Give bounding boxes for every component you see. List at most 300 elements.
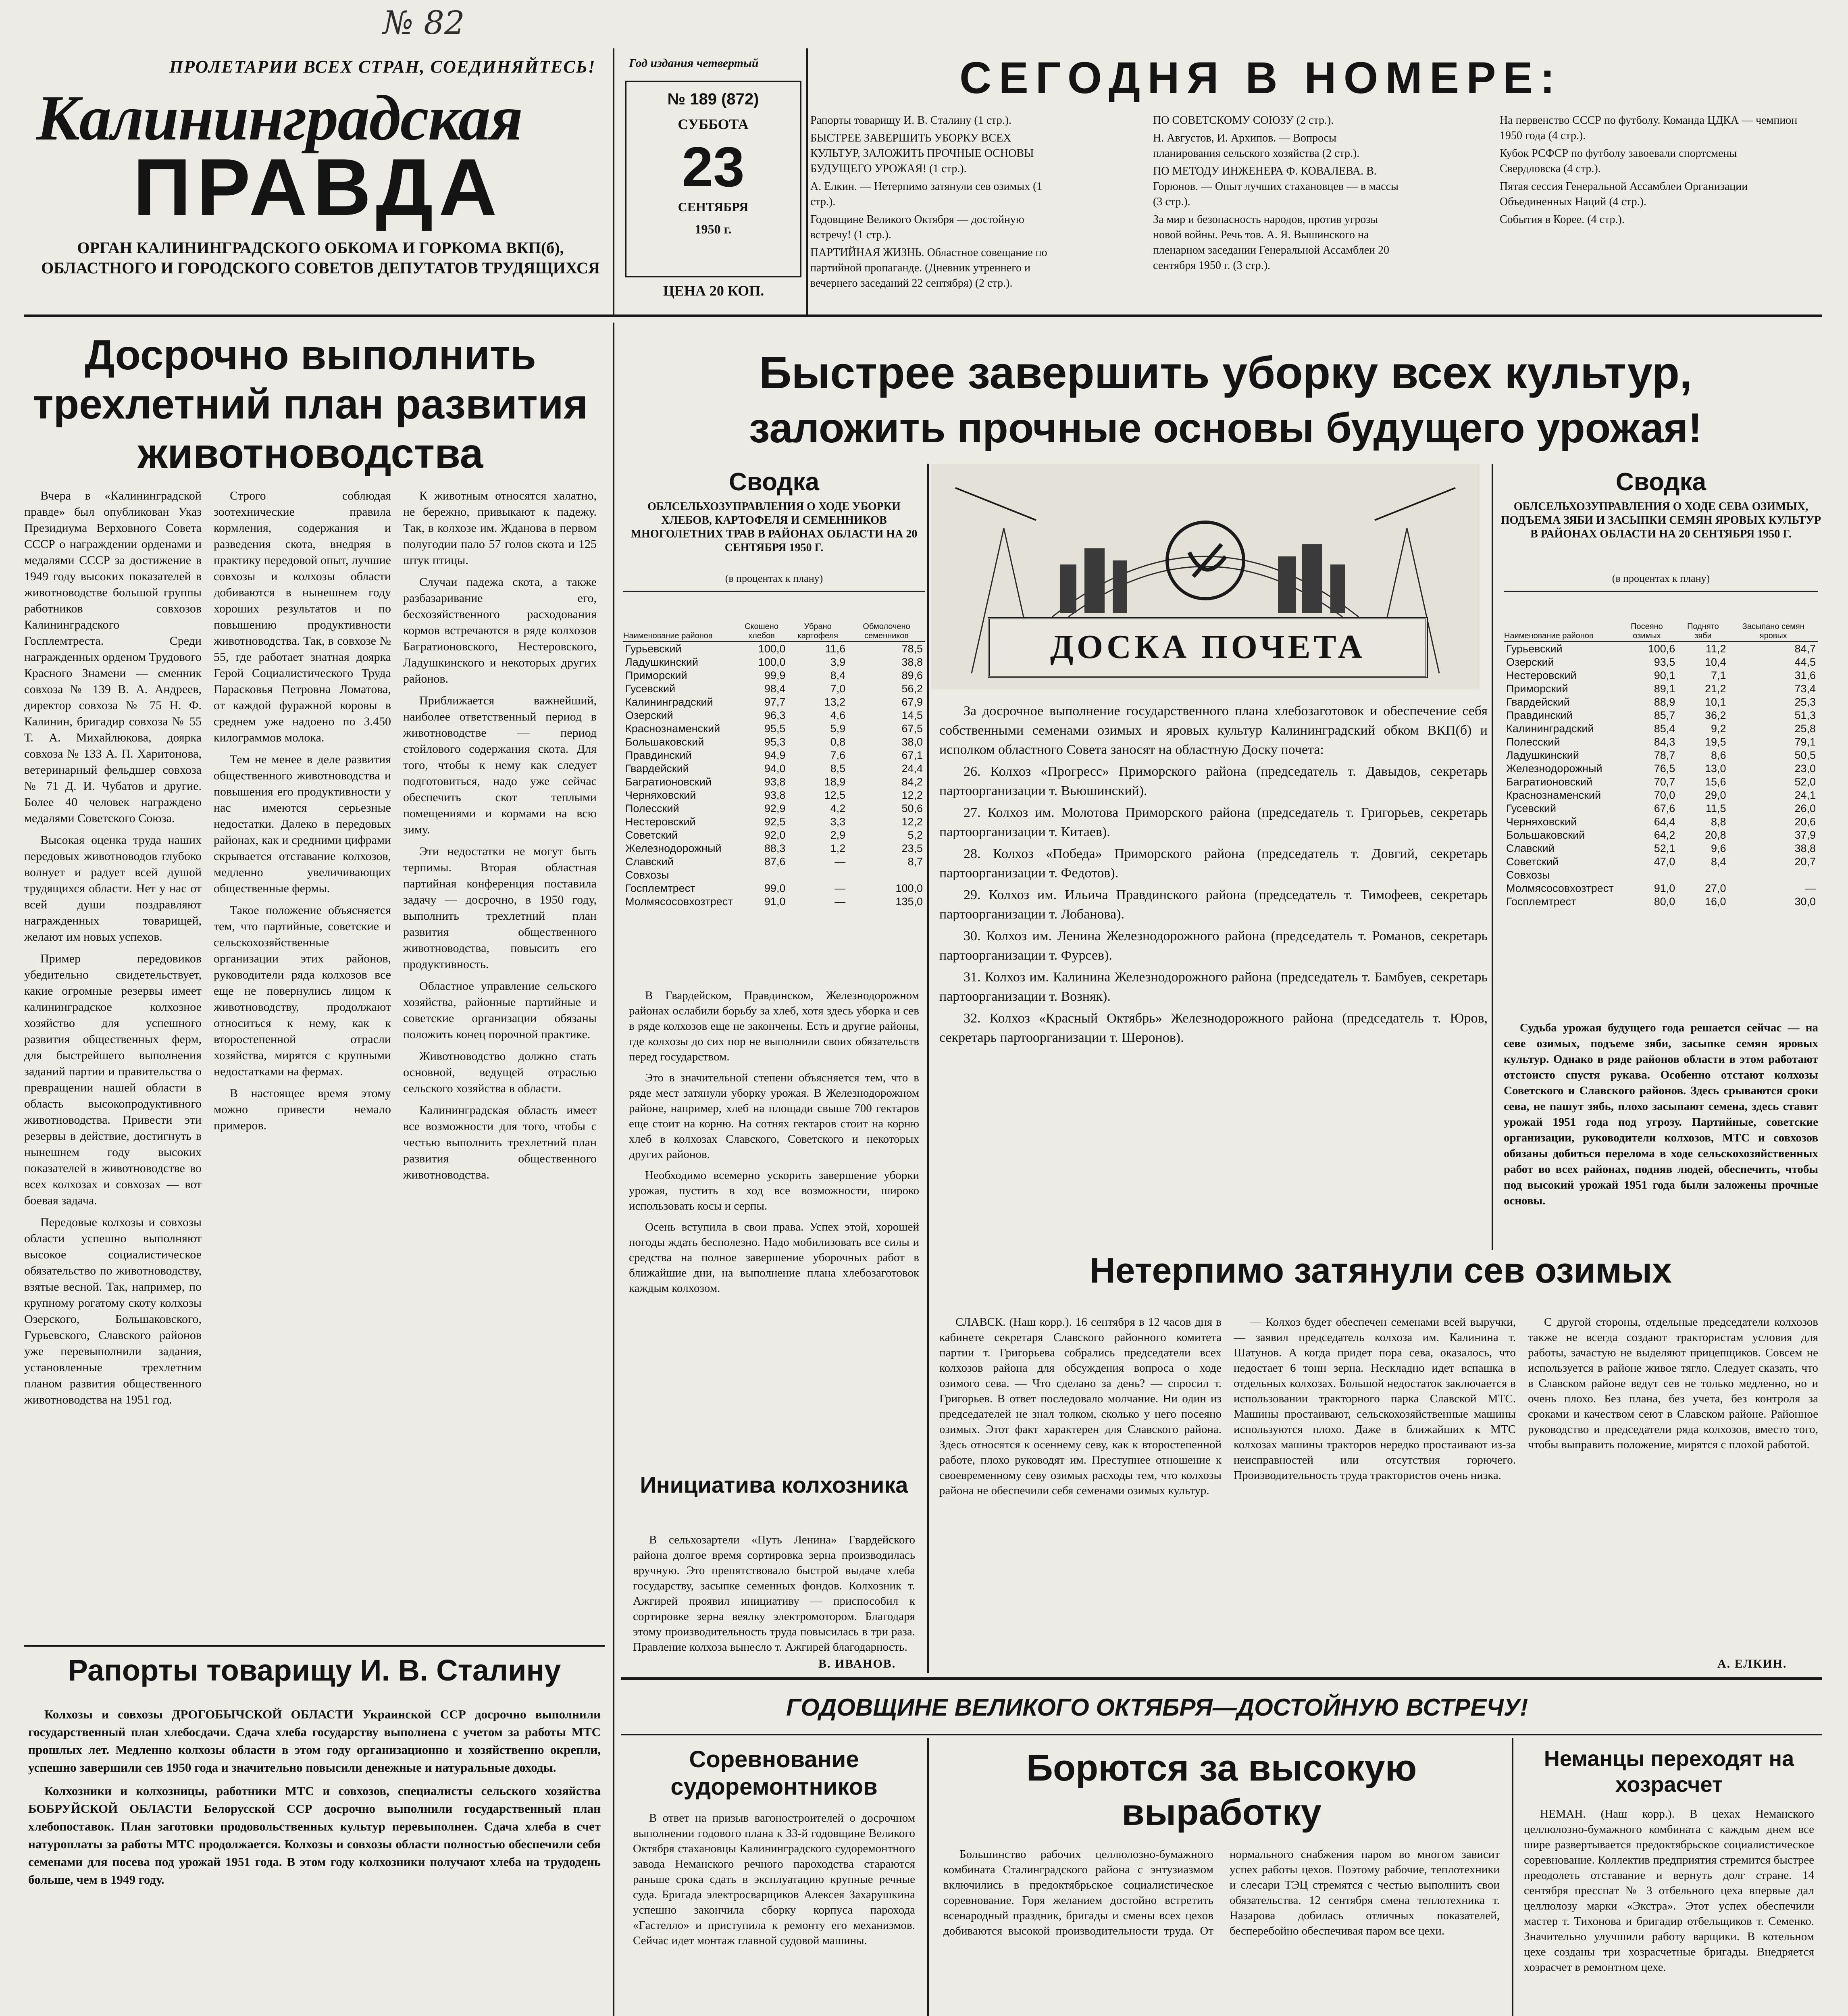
- table-row: [623, 868, 925, 882]
- table-row: [1504, 868, 1818, 882]
- column-header: Засыпано семян яровых: [1729, 591, 1818, 642]
- percent-value: 67,1: [901, 749, 923, 761]
- percent-value: 92,0: [764, 829, 786, 841]
- table-row: [623, 669, 925, 682]
- percent-value: 88,3: [764, 842, 786, 854]
- percent-value: 13,0: [1705, 762, 1726, 775]
- svodka2-unit: (в процентах к плану): [1612, 573, 1710, 584]
- district-name: Молмясосовхозтрест: [625, 896, 733, 908]
- table-row: [1504, 749, 1818, 762]
- table-row: [623, 722, 925, 735]
- paragraph: Колхозники и колхозницы, работники МТС и совхозов, специалисты сельского хозяйства БОБРУЙСКОЙ ОБЛАСТИ Белорусской ССР досрочно выполнили государственный план хлебопоставок. План заготовки продовольственных культур перевыполнен. Сдача хлеба в счет натуроплаты за работы МТС продолжается. Колхозы и совхозы области полностью обеспечили себя семенами для посева под урожай 1951 года. В этом году колхозники получают хлеба на трудодень больше, чем в 1949 году.: [28, 1784, 601, 1887]
- today-item: Рапорты товарищу И. В. Сталину (1 стр.).: [810, 114, 1012, 127]
- paragraph: Строго соблюдая зоотехнические правила кормления, содержания и разведения скота, внедряя в практику передовой опыт, лучшие совхозы и колхозы области добиваются в нынешнем году хороших результатов и по повышению продуктивности животноводства. Так, в совхозе № 55, где работает знатная доярка Герой Социалистического Труда Парасковья Петровна Ломатова, от каждой фуражной коровы в среднем уже надоено по 3.450 килограммов молока.: [214, 489, 391, 744]
- percent-value: 7,1: [1711, 669, 1726, 681]
- honor-item: 29. Колхоз им. Ильича Правдинского района (председатель т. Тимофеев, секретарь партоорганизации т. Лобанова).: [939, 887, 1488, 922]
- masthead-title-line1: Калининградская: [36, 82, 522, 154]
- column-header: Поднято зяби: [1677, 591, 1728, 642]
- table-row: [1504, 815, 1818, 829]
- percent-value: 91,0: [1654, 882, 1675, 894]
- percent-value: 12,2: [901, 789, 923, 801]
- sev-column-2: [1234, 1314, 1516, 1653]
- column-divider: [806, 48, 808, 314]
- table-row: [1504, 829, 1818, 842]
- paragraph: — Колхоз будет обеспечен семенами всей выручки, — заявил председатель колхоза им. Калинина т. Шатунов. А когда придет пора сева, оказалось, что недостает 6 тонн зерна. Нескладно идет вспашка в отдельных колхозах. Большой недостаток заключается в использовании тракторного парка Славской МТС. Машины простаивают, сельскохозяйственные машины используются плохо. Даже в ближайших к МТС колхозах машины тракторов нередко простаивают из-за неисправностей или отсутствия горючего. Производительность труда трактористов очень низка.: [1234, 1316, 1516, 1482]
- paragraph: Осень вступила в свои права. Успех этой, хорошей погоды ждать бесполезно. Надо мобилизовать все силы и средства на полное завершение уборочных работ в ближайшие дни, на выполнение плана хлебозаготовок каждым колхозом.: [629, 1220, 919, 1295]
- district-name: Черняховский: [1506, 816, 1577, 828]
- district-name: Ладушкинский: [1506, 749, 1579, 761]
- table-row: [1504, 682, 1818, 696]
- percent-value: 24,4: [901, 762, 923, 775]
- percent-value: 36,2: [1705, 709, 1726, 721]
- masthead-slogan: ПРОЛЕТАРИИ ВСЕХ СТРАН, СОЕДИНЯЙТЕСЬ!: [169, 57, 596, 77]
- percent-value: 84,2: [901, 776, 923, 788]
- initiativa-author: В. ИВАНОВ.: [818, 1657, 896, 1670]
- issue-month: СЕНТЯБРЯ: [678, 200, 749, 214]
- percent-value: 100,6: [1648, 643, 1675, 655]
- svodka1-unit: (в процентах к плану): [725, 573, 823, 584]
- percent-value: 3,3: [830, 816, 846, 828]
- percent-value: 67,5: [901, 723, 923, 735]
- today-item: Н. Августов, И. Архипов. — Вопросы планирования сельского хозяйства (2 стр.).: [1153, 132, 1360, 160]
- paragraph: В ответ на призыв вагоностроителей о досрочном выполнении годового плана к 33-й годовщине Великого Октября стахановцы Калининградского судоремонтного завода Неманского речного пароходства стараются раньше срока сдать в эксплуатацию крупные речные суда. Бригада электросварщиков Алексея Захарушкина успешно закончила сборку корпуса парохода «Гастелло» и приступила к ремонту его механизмов. Сейчас идет монтаж главной судовой машины.: [633, 1812, 915, 1947]
- district-name: Черняховский: [625, 789, 696, 801]
- table-row: [623, 735, 925, 749]
- percent-value: 30,0: [1794, 896, 1816, 908]
- percent-value: 78,7: [1654, 749, 1675, 761]
- paragraph: Большинство рабочих целлюлозно-бумажного комбината Сталинградского района с энтузиазмом включились в предоктябрьское социалистическое соревнование. Горя желанием достойно встретить всенародный праздник, бригады и смены всех цехов добиваются высокой производительности труда. От нормального снабжения паром во многом зависит успех работы цехов. Поэтому рабочие, теплотехники и слесари ТЭЦ стремятся с честью выполнить свои обязательства. 12 сентября смена теплотехника т. Назарова добилась отличных показателей, бесперебойно обеспечивая паром все цехи.: [943, 1848, 1500, 1937]
- district-name: Госплемтрест: [625, 882, 695, 894]
- percent-value: 89,1: [1654, 683, 1675, 695]
- percent-value: 5,2: [907, 829, 923, 841]
- percent-value: 47,0: [1654, 856, 1675, 868]
- percent-value: 8,4: [830, 669, 846, 681]
- issue-box: [625, 81, 801, 277]
- percent-value: 67,6: [1654, 802, 1675, 814]
- paragraph: В настоящее время этому можно привести немало примеров.: [214, 1087, 391, 1132]
- paragraph: Приближается важнейший, наиболее ответственный период в животноводстве — период стойлового содержания скота. Для того, чтобы к нему как следует подготовиться, надо уже сейчас обеспечить скот теплыми помещениями и кормами на всю зиму.: [403, 694, 597, 836]
- october-banner: ГОДОВЩИНЕ ВЕЛИКОГО ОКТЯБРЯ—ДОСТОЙНУЮ ВСТРЕЧУ!: [786, 1694, 1528, 1721]
- percent-value: 93,8: [764, 776, 786, 788]
- paragraph: Передовые колхозы и совхозы области успешно выполняют высокое социалистическое обязательство по животноводству, взятые весной. Так, например, по крупному рогатому скоту колхозы Озерского, Большаковского, Гурьевского, Славского районов уже перевыполнили задания, установленные трехлетним планом развития общественного животноводства на 1951 год.: [24, 1216, 202, 1406]
- section-divider: [24, 1645, 605, 1647]
- percent-value: 84,7: [1794, 643, 1816, 655]
- percent-value: 8,4: [1711, 856, 1726, 868]
- issue-day: 23: [682, 135, 745, 198]
- column-header: Убрано картофеля: [788, 591, 848, 642]
- district-name: Правдинский: [1506, 709, 1573, 721]
- percent-value: 135,0: [895, 896, 923, 908]
- percent-value: 85,7: [1654, 709, 1675, 721]
- district-name: Славский: [625, 856, 674, 868]
- district-name: Гусевский: [625, 683, 676, 695]
- svodka1-subtitle: ОБЛСЕЛЬХОЗУПРАВЛЕНИЯ О ХОДЕ УБОРКИ ХЛЕБОВ, КАРТОФЕЛЯ И СЕМЕННИКОВ МНОГОЛЕТНИХ ТРАВ В РАЙОНАХ ОБЛАСТИ НА 20 СЕНТЯБРЯ 1950 Г.: [631, 500, 918, 554]
- today-item: Кубок РСФСР по футболу завоевали спортсмены Свердловска (4 стр.).: [1500, 147, 1737, 175]
- percent-value: 11,5: [1706, 802, 1726, 814]
- paragraph: Животноводство должно стать основной, ведущей отраслью сельского хозяйства в области.: [403, 1050, 597, 1095]
- mid-column-text: [629, 988, 919, 1464]
- district-name: Багратионовский: [625, 776, 712, 788]
- nemancy-text: [1524, 1806, 1814, 2016]
- svodka1-title: Сводка: [729, 468, 819, 496]
- district-name: Железнодорожный: [1506, 762, 1602, 775]
- percent-value: 20,7: [1794, 856, 1816, 868]
- table-row: [623, 895, 925, 908]
- svodka2-subtitle: ОБЛСЕЛЬХОЗУПРАВЛЕНИЯ О ХОДЕ СЕВА ОЗИМЫХ, ПОДЪЕМА ЗЯБИ И ЗАСЫПКИ СЕМЯН ЯРОВЫХ КУЛЬТУР В РАЙОНАХ ОБЛАСТИ НА 20 СЕНТЯБРЯ 1950 Г.: [1500, 500, 1821, 540]
- today-item: События в Корее. (4 стр.).: [1500, 213, 1625, 226]
- district-name: Приморский: [1506, 683, 1568, 695]
- today-column-2: [1153, 113, 1403, 310]
- honor-item: 31. Колхоз им. Калинина Железнодорожного района (председатель т. Бамбуев, секретарь партоорганизации т. Возняк).: [939, 970, 1488, 1004]
- sorevnovanie-title: Соревнование судоремонтников: [670, 1746, 878, 1800]
- today-item: ПО МЕТОДУ ИНЖЕНЕРА Ф. КОВАЛЕВА. В. Горюнов. — Опыт лучших стахановцев — в массы (3 стр.).: [1153, 165, 1398, 208]
- issue-number: № 189 (872): [667, 90, 759, 108]
- paragraph: Эти недостатки не могут быть терпимы. Вторая областная партийная конференция поставила задачу — досрочно, в 1950 году, выполнить трехлетний план развития общественного животноводства, повысить его продуктивность.: [403, 845, 597, 971]
- paragraph: Необходимо всемерно ускорить завершение уборки урожая, пустить в ход все возможности, широко использовать косы и серпы.: [629, 1169, 919, 1212]
- column-divider: [613, 323, 614, 2016]
- percent-value: 7,6: [830, 749, 846, 761]
- column-divider: [1512, 1738, 1513, 2016]
- district-name: Калининградский: [1506, 723, 1594, 735]
- table-row: [1504, 642, 1818, 656]
- paragraph: Высокая оценка труда наших передовых животноводов глубоко волнует и радует всей душой трудящихся области. Нет у нас от всей души поздравляют награжденных товарищей, желают им новых успехов.: [24, 833, 202, 943]
- svodka2-table: [1504, 591, 1818, 908]
- district-name: Славский: [1506, 842, 1555, 854]
- district-name: Гурьевский: [1506, 643, 1563, 655]
- district-name: Правдинский: [625, 749, 692, 761]
- honor-board-banner: [988, 617, 1428, 678]
- today-item: Годовщине Великого Октября — достойную встречу! (1 стр.).: [810, 213, 1024, 241]
- percent-value: 95,3: [764, 736, 786, 748]
- column-divider: [927, 1738, 929, 2016]
- table-row: [623, 789, 925, 802]
- virabotka-title: Борются за высокую выработку: [1026, 1747, 1417, 1833]
- percent-value: 19,5: [1705, 736, 1726, 748]
- percent-value: 80,0: [1654, 896, 1675, 908]
- honor-item: 26. Колхоз «Прогресс» Приморского района (председатель т. Давыдов, секретарь партоорганизации т. Вьюшинский).: [939, 764, 1488, 798]
- year-of-publication: Год издания четвертый: [629, 56, 759, 70]
- percent-value: 89,6: [901, 669, 923, 681]
- percent-value: 0,8: [830, 736, 846, 748]
- percent-value: 95,5: [764, 723, 786, 735]
- initiativa-title: Инициатива колхозника: [640, 1472, 908, 1497]
- percent-value: 13,2: [824, 696, 846, 708]
- percent-value: 56,2: [901, 683, 923, 695]
- percent-value: 98,4: [764, 683, 786, 695]
- percent-value: 12,2: [901, 816, 923, 828]
- percent-value: 44,5: [1794, 656, 1816, 668]
- today-item: ПО СОВЕТСКОМУ СОЮЗУ (2 стр.).: [1153, 114, 1334, 127]
- table-row: [623, 842, 925, 855]
- masthead-title-line2: ПРАВДА: [133, 142, 503, 232]
- district-name: Полесский: [1506, 736, 1560, 748]
- issue-price: ЦЕНА 20 КОП.: [663, 283, 764, 299]
- today-column-1: [810, 113, 1060, 310]
- district-name: Гвардейский: [1506, 696, 1570, 708]
- percent-value: 79,1: [1794, 736, 1816, 748]
- table-row: [1504, 842, 1818, 855]
- percent-value: 4,6: [830, 709, 846, 721]
- lead-column-3: [403, 488, 597, 1633]
- district-name: Молмясосовхозтрест: [1506, 882, 1614, 894]
- table-row: [1504, 696, 1818, 709]
- nemancy-title: Неманцы переходят на хозрасчет: [1544, 1747, 1794, 1797]
- honor-item: 28. Колхоз «Победа» Приморского района (председатель т. Довгий, секретарь партоорганизации т. Федотов).: [939, 846, 1488, 881]
- table-row: [623, 815, 925, 829]
- svodka2-title: Сводка: [1616, 468, 1706, 496]
- percent-value: 29,0: [1705, 789, 1726, 801]
- table-row: [1504, 789, 1818, 802]
- percent-value: 70,7: [1654, 776, 1675, 788]
- district-name: Нестеровский: [625, 816, 696, 828]
- paragraph: Калининградская область имеет все возможности для того, чтобы с честью выполнить трехлетний план развития общественного животноводства.: [403, 1104, 597, 1181]
- main-headline-line1: Быстрее завершить уборку всех культур,: [759, 348, 1692, 398]
- percent-value: 23,0: [1794, 762, 1816, 775]
- table-row: [623, 855, 925, 868]
- percent-value: 91,0: [764, 896, 786, 908]
- percent-value: 26,0: [1794, 802, 1816, 814]
- table-row: [623, 709, 925, 722]
- masthead-divider: [24, 314, 1822, 317]
- paragraph: С другой стороны, отдельные председатели колхозов также не всегда создают трактористам условия для работы, зачастую не выделяют прицепщиков. Совсем не используется в районе живое тягло. Следует сказать, что в Славском районе ведут сев не только медленно, но и очень плохо. Без плана, без учета, без контроля за сроками и качеством сеют в Славском районе. Районное руководство и председатели ряда колхозов, вместо того, чтобы выправить положение, мирятся с плохой работой.: [1528, 1316, 1818, 1451]
- percent-value: 100,0: [758, 643, 786, 655]
- district-name: Гвардейский: [625, 762, 689, 775]
- column-header: Наименование районов: [623, 591, 735, 642]
- section-divider: [621, 1677, 1822, 1680]
- paragraph: Судьба урожая будущего года решается сейчас — на севе озимых, подъеме зяби, засыпке семян яровых культур. Однако в ряде районов области в этом работают отстоисто спустя рукава. Особенно отстают колхозы Советского и Славского районов. Здесь срываются сроки сева, не пашут зябь, плохо засыпают семена, здесь ставят урожай 1951 года под угрозу. Партийные, советские организации, руководители колхозов, МТС и совхозов обязаны добиться перелома в ходе сельскохозяйственных работ во всех районах, подняв людей, обеспечить, чтобы под высокий урожай 1951 года были заложены прочные основы.: [1504, 1021, 1818, 1207]
- district-name: Краснознаменский: [625, 723, 720, 735]
- issue-year: 1950 г.: [695, 222, 732, 236]
- percent-value: 15,6: [1705, 776, 1726, 788]
- percent-value: 84,3: [1654, 736, 1675, 748]
- percent-value: 94,0: [764, 762, 786, 775]
- table-row: [623, 682, 925, 696]
- percent-value: 100,0: [895, 882, 923, 894]
- percent-value: 97,7: [764, 696, 786, 708]
- percent-value: 25,8: [1794, 723, 1816, 735]
- percent-value: —: [835, 896, 846, 908]
- percent-value: —: [1805, 882, 1816, 894]
- table-row: [623, 656, 925, 669]
- lead-headline: Досрочно выполнить трехлетний план развития животноводства: [33, 332, 588, 477]
- honor-item: 27. Колхоз им. Молотова Приморского района (председатель т. Григорьев, секретарь партоорганизации т. Китаев).: [939, 805, 1488, 839]
- table-row: [623, 829, 925, 842]
- district-name: Большаковский: [1506, 829, 1585, 841]
- section-divider: [621, 1734, 1822, 1735]
- column-divider: [927, 464, 929, 1673]
- district-name: Госплемтрест: [1506, 896, 1576, 908]
- percent-value: 93,8: [764, 789, 786, 801]
- district-name: Советский: [1506, 856, 1559, 868]
- sorevnovanie-text: [633, 1810, 915, 2016]
- percent-value: —: [835, 882, 846, 894]
- table-row: [1504, 895, 1818, 908]
- percent-value: 9,6: [1711, 842, 1726, 854]
- paragraph: Это в значительной степени объясняется тем, что в ряде мест затянули уборку урожая. В Железнодорожном районе, например, хлеб на площади свыше 700 гектаров еще стоит на корню. На сотнях гектаров стоит на корню хлеб в колхозах Славского, Советского и некоторых других районов.: [629, 1071, 919, 1161]
- percent-value: 12,5: [824, 789, 846, 801]
- percent-value: 8,8: [1711, 816, 1726, 828]
- percent-value: 92,5: [764, 816, 786, 828]
- honor-board-label: ДОСКА ПОЧЕТА: [1050, 628, 1366, 666]
- percent-value: 4,2: [830, 802, 846, 814]
- raport-title: Рапорты товарищу И. В. Сталину: [68, 1654, 561, 1687]
- table-row: [623, 762, 925, 775]
- percent-value: 8,7: [907, 856, 923, 868]
- today-item: БЫСТРЕЕ ЗАВЕРШИТЬ УБОРКУ ВСЕХ КУЛЬТУР, ЗАЛОЖИТЬ ПРОЧНЫЕ ОСНОВЫ БУДУЩЕГО УРОЖАЯ! (1 стр.).: [810, 132, 1034, 175]
- percent-value: 38,8: [901, 656, 923, 668]
- district-name: Краснознаменский: [1506, 789, 1601, 801]
- percent-value: 94,9: [764, 749, 786, 761]
- district-name: Гурьевский: [625, 643, 682, 655]
- table-row: [1504, 775, 1818, 789]
- percent-value: 52,1: [1654, 842, 1675, 854]
- percent-value: 10,4: [1705, 656, 1726, 668]
- percent-value: 20,6: [1794, 816, 1816, 828]
- archive-stamp: № 82: [383, 4, 465, 42]
- percent-value: 78,5: [901, 643, 923, 655]
- percent-value: 73,4: [1794, 683, 1816, 695]
- percent-value: 25,3: [1794, 696, 1816, 708]
- district-name: Багратионовский: [1506, 776, 1592, 788]
- percent-value: 67,9: [901, 696, 923, 708]
- percent-value: 64,4: [1654, 816, 1675, 828]
- sev-headline: Нетерпимо затянули сев озимых: [1090, 1250, 1672, 1290]
- table-row: [623, 696, 925, 709]
- percent-value: 9,2: [1711, 723, 1726, 735]
- district-name: Калининградский: [625, 696, 713, 708]
- percent-value: 5,9: [830, 723, 846, 735]
- paragraph: К животным относятся халатно, не бережно, привыкают к падежу. Так, в колхозе им. Жданова в первом полугодии пало 57 голов скота и 125 штук птицы.: [403, 489, 597, 567]
- percent-value: 38,8: [1794, 842, 1816, 854]
- paragraph: Такое положение объясняется тем, что партийные, советские и сельскохозяйственные организации этих районов, руководители ряда колхозов все еще не повернулись лицом к животноводству, продолжают относиться к нему, как к второстепенной отрасли хозяйства, мирятся с крупными недостатками на фермах.: [214, 904, 391, 1078]
- paragraph: В сельхозартели «Путь Ленина» Гвардейского района долгое время сортировка зерна производилась вручную. Это препятствовало быстрой выдаче хлеба государству, засыпке семенных фондов. Колхозник т. Ажгирей проявил инициативу — приспособил к сортировке зерна веялку электромотором. Благодаря этому производительность труда повысилась в три раза. Правление колхоза вынесло т. Ажгирей благодарность.: [633, 1533, 915, 1653]
- district-name: Приморский: [625, 669, 687, 681]
- district-name: Железнодорожный: [625, 842, 722, 854]
- column-header: Наименование районов: [1504, 591, 1616, 642]
- sev-column-1: [939, 1314, 1222, 1653]
- main-headline-line2: заложить прочные основы будущего урожая!: [749, 405, 1702, 452]
- district-name: Полесский: [625, 802, 679, 814]
- percent-value: 24,1: [1794, 789, 1816, 801]
- honor-board-illustration: [931, 464, 1480, 689]
- today-item: За мир и безопасность народов, против угрозы новой войны. Речь тов. А. Я. Вышинского на пленарном заседании Генеральной Ассамблеи 20 сентября 1950 г. (3 стр.).: [1153, 213, 1389, 272]
- percent-value: 87,6: [764, 856, 786, 868]
- paragraph: Областное управление сельского хозяйства, районные партийные и советские организации обязаны положить конец порочной практике.: [403, 979, 597, 1041]
- honor-board-list: [939, 702, 1488, 1050]
- table-row: [623, 882, 925, 895]
- percent-value: 92,9: [764, 802, 786, 814]
- masthead-organ: ОРГАН КАЛИНИНГРАДСКОГО ОБКОМА И ГОРКОМА ВКП(б), ОБЛАСТНОГО И ГОРОДСКОГО СОВЕТОВ ДЕПУТАТОВ ТРУДЯЩИХСЯ: [41, 239, 600, 277]
- sev-column-3: [1528, 1314, 1818, 1653]
- column-header: Скошено хлебов: [735, 591, 788, 642]
- percent-value: 10,1: [1705, 696, 1726, 708]
- percent-value: —: [835, 856, 846, 868]
- honor-item: 30. Колхоз им. Ленина Железнодорожного района (председатель т. Романов, секретарь партоорганизации т. Фурсев).: [939, 929, 1488, 963]
- column-header: Обмолочено семенников: [848, 591, 925, 642]
- table-row: [1504, 882, 1818, 895]
- sovkhozy-label: Совхозы: [625, 869, 669, 881]
- svodka2-commentary: [1504, 1020, 1818, 1222]
- district-name: Большаковский: [625, 736, 704, 748]
- percent-value: 85,4: [1654, 723, 1675, 735]
- table-row: [623, 749, 925, 762]
- paragraph: СЛАВСК. (Наш корр.). 16 сентября в 12 часов дня в кабинете секретаря Славского районного комитета партии т. Григорьева собрались председатели всех колхозов района для обсуждения вопроса о ходе озимого сева. — Что сделано за день? — спросил т. Григорьев. В ответ последовало молчание. Ни один из председателей не знал толком, сколько у него посеяно озимых. Этот факт характерен для Славского района. Здесь относятся к осеннему севу, как к второстепенной работе, плохо руководят им. Преступнее отношение к своевременному севу озимых расходы тем, что колхозы района не обеспечили себя семенами озимых культур.: [939, 1316, 1222, 1497]
- table-row: [1504, 802, 1818, 815]
- column-divider: [613, 48, 614, 314]
- table-row: [623, 775, 925, 789]
- percent-value: 90,1: [1654, 669, 1675, 681]
- percent-value: 100,0: [758, 656, 786, 668]
- district-name: Нестеровский: [1506, 669, 1577, 681]
- paragraph: НЕМАН. (Наш корр.). В цехах Неманского целлюлозно-бумажного комбината с каждым днем все шире развертывается предоктябрьское социалистическое соревнование. Коллектив предприятия стремится быстрее преодолеть отставание и вернуть долг стране. 14 сентября пресспат № 3 отбельного цеха впервые дал целлюлозу марки «Экстра». Этот успех обеспечили мастер т. Тихонова и бригадир отбельщиков т. Семенко. Значительно улучшили работу варщики. В котельном цехе созданы три хозрасчетные бригады. Внедряется хозрасчет в ремонтном цехе.: [1524, 1808, 1814, 1974]
- percent-value: 76,5: [1654, 762, 1675, 775]
- sev-author: А. ЕЛКИН.: [1717, 1657, 1787, 1670]
- percent-value: 20,8: [1705, 829, 1726, 841]
- table-row: [1504, 735, 1818, 749]
- percent-value: 11,2: [1706, 643, 1726, 655]
- percent-value: 1,2: [830, 842, 846, 854]
- percent-value: 31,6: [1794, 669, 1816, 681]
- paragraph: В Гвардейском, Правдинском, Железнодорожном районах ослабили борьбу за хлеб, хотя здесь уборка и сев в ряде колхозов еще не закончены. Есть и другие районы, где колхозы до сих пор не выполнили своих обязательств перед государством.: [629, 989, 919, 1063]
- percent-value: 37,9: [1794, 829, 1816, 841]
- table-row: [623, 642, 925, 656]
- lead-column-1: [24, 488, 202, 1633]
- percent-value: 23,5: [901, 842, 923, 854]
- paragraph: Случаи падежа скота, а также разбазаривание его, бесхозяйственного расходования кормов встречаются в ряде колхозов Багратионовского, Нестеровского, Ладушкинского и некоторых других районов.: [403, 575, 597, 685]
- paragraph: Тем не менее в деле развития общественного животноводства и повышения его продуктивности у нас имеются серьезные недостатки. Далеко в передовых районах, как и средними цифрами скрывается отставание колхозов, медленно увеличивающих общественные фермы.: [214, 753, 391, 895]
- percent-value: 50,5: [1794, 749, 1816, 761]
- percent-value: 88,9: [1654, 696, 1675, 708]
- percent-value: 7,0: [830, 683, 846, 695]
- district-name: Озерский: [1506, 656, 1554, 668]
- district-name: Озерский: [625, 709, 673, 721]
- today-item: ПАРТИЙНАЯ ЖИЗНЬ. Областное совещание по партийной пропаганде. (Дневник утреннего и вечернего заседаний 22 сентября) (2 стр.).: [810, 246, 1047, 289]
- sovkhozy-label: Совхозы: [1506, 869, 1550, 881]
- percent-value: 3,9: [830, 656, 846, 668]
- district-name: Советский: [625, 829, 678, 841]
- district-name: Ладушкинский: [625, 656, 698, 668]
- paragraph: Вчера в «Калининградской правде» был опубликован Указ Президиума Верховного Совета СССР о награждении орденами и медалями СССР за достижение в 1949 году высоких показателей в животноводстве большой группы работников совхозов Калининградского Госплемтреста. Среди награжденных орденом Трудового Красного Знамени — сменник совхоза № 139 В. А. Андреев, директор совхоза № 75 Н. Ф. Калинин, бригадир совхоза № 55 Т. А. Михайлюкова, доярка совхоза № 133 А. П. Харитонова, ветеринарный фельдшер совхоза № 71 Д. И. Чубатов и другие. Более 40 человек награждено медалями Советского Союза.: [24, 489, 202, 825]
- percent-value: 16,0: [1705, 896, 1726, 908]
- percent-value: 51,3: [1794, 709, 1816, 721]
- percent-value: 99,0: [764, 882, 786, 894]
- table-row: [623, 802, 925, 815]
- percent-value: 50,6: [901, 802, 923, 814]
- virabotka-text: [943, 1847, 1500, 2016]
- table-row: [1504, 855, 1818, 868]
- percent-value: 2,9: [830, 829, 846, 841]
- column-header: Посеяно озимых: [1616, 591, 1678, 642]
- paragraph: Пример передовиков убедительно свидетельствует, какие огромные резервы имеет калининградское колхозное хозяйство для успешного развития общественных ферм, для быстрейшего выполнения заданий партии и правительства о превращении нашей области в область высокопродуктивного животноводства. Привести эти резервы в действие, достигнуть в нынешнем году высоких показателей в животноводстве во всех колхозах и совхозах — вот боевая задача.: [24, 952, 202, 1207]
- raport-text: [28, 1706, 601, 2016]
- district-name: Гусевский: [1506, 802, 1557, 814]
- percent-value: 11,6: [825, 643, 846, 655]
- percent-value: 14,5: [901, 709, 923, 721]
- table-row: [1504, 709, 1818, 722]
- honor-intro: За досрочное выполнение государственного плана хлебозаготовок и обеспечение себя собственными семенами озимых и яровых культур Калининградский обком ВКП(б) и исполком областного Совета заносят на областную Доску почета:: [939, 704, 1488, 757]
- svodka1-table: [623, 591, 925, 908]
- today-column-3: [1500, 113, 1798, 310]
- percent-value: 70,0: [1654, 789, 1675, 801]
- percent-value: 27,0: [1705, 882, 1726, 894]
- lead-column-2: [214, 488, 391, 1633]
- initiativa-text: [633, 1532, 915, 1653]
- column-divider: [1492, 464, 1493, 1250]
- honor-item: 32. Колхоз «Красный Октябрь» Железнодорожного района (председатель т. Юров, секретарь партоорганизации т. Шеронов).: [939, 1011, 1488, 1045]
- percent-value: 93,5: [1654, 656, 1675, 668]
- percent-value: 52,0: [1794, 776, 1816, 788]
- percent-value: 21,2: [1705, 683, 1726, 695]
